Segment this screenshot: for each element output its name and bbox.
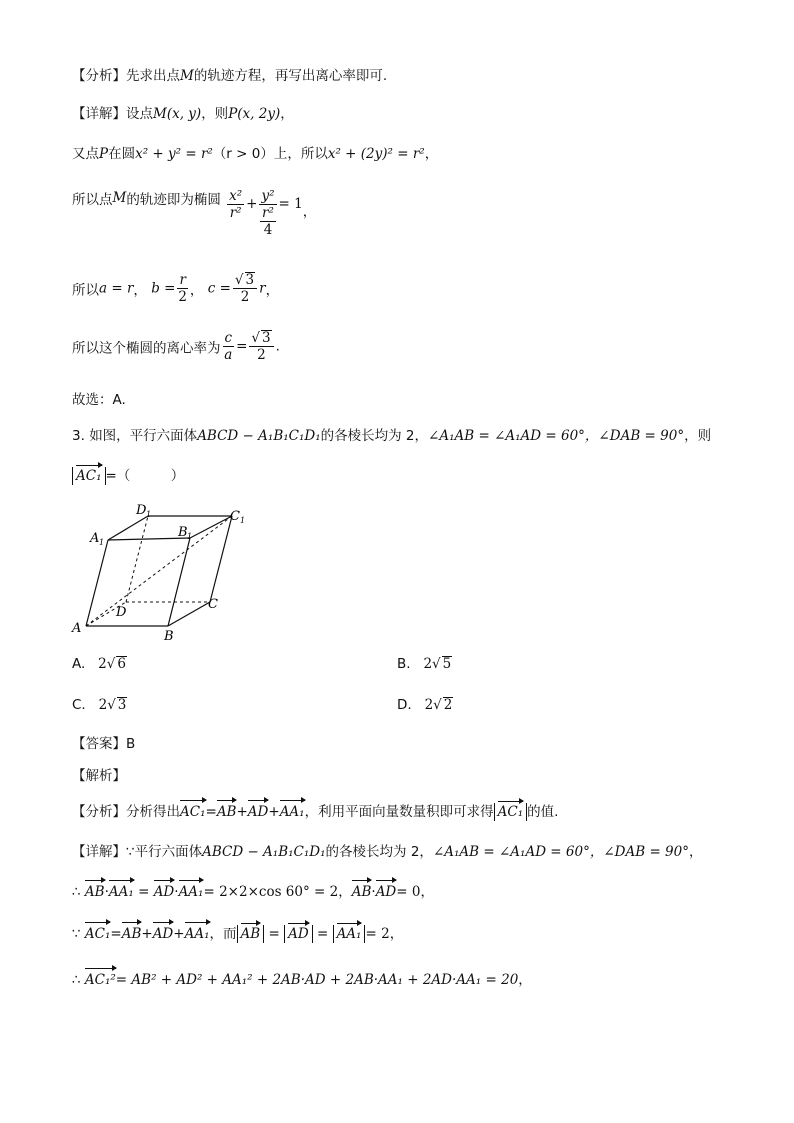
sqrt-radicand: 3 — [261, 330, 271, 346]
math-solid: ABCD − A₁B₁C₁D₁ — [197, 428, 321, 444]
analysis-line-2 — [72, 802, 558, 822]
label-C1: C — [230, 509, 240, 524]
text: ， — [189, 282, 204, 299]
abs-AD — [284, 925, 313, 943]
detail-line-2 — [72, 144, 438, 164]
math-plus: + — [246, 196, 258, 212]
frac-num: r — [179, 272, 186, 288]
vector-AC1: AC₁ — [76, 468, 102, 484]
option-label: D. — [397, 697, 412, 713]
math-sub-eq: x² + (2y)² = r² — [327, 146, 425, 162]
vector-AA1: AA₁ — [279, 804, 305, 820]
detail-line-1 — [72, 104, 294, 124]
text: 上，所以 — [273, 146, 328, 162]
vector-AD: AD — [247, 804, 269, 820]
math-solid: ABCD − A₁B₁C₁D₁ — [202, 844, 326, 860]
frac-den: 2 — [178, 289, 187, 305]
vector-AD: AD — [153, 884, 175, 900]
therefore-symbol: ∴ — [72, 972, 81, 988]
vector-AA1: AA₁ — [184, 926, 210, 942]
vector-AA1: AA₁ — [108, 884, 134, 900]
math-plus: + — [236, 804, 248, 820]
option-radicand: 6 — [117, 656, 126, 672]
edge-B1C1 — [190, 516, 232, 538]
vector-AB: AB — [351, 884, 372, 900]
frac-den-nested — [259, 205, 276, 238]
vector-AD: AD — [288, 926, 309, 942]
math-M: M — [153, 106, 167, 122]
edge-AA1 — [86, 540, 108, 626]
math-c-lhs: c = — [207, 280, 231, 297]
option-B[interactable]: B. 2√ 5 — [397, 656, 452, 672]
text: ， — [420, 884, 434, 900]
math-plus: + — [173, 926, 185, 942]
option-label: B. — [397, 656, 411, 672]
option-radicand: 5 — [442, 656, 452, 672]
vector-AD: AD — [375, 884, 397, 900]
math-M: M — [180, 68, 194, 84]
option-A[interactable]: A. 2√ 6 — [72, 656, 126, 672]
vector-AC1: AC₁ — [497, 804, 524, 820]
text: 先求出点 — [126, 68, 180, 84]
question-3-tail — [72, 466, 184, 486]
text: ， — [518, 972, 532, 988]
because-symbol: ∵ — [126, 844, 135, 860]
text: 所以点 — [72, 192, 113, 208]
math-angles: ∠A₁AB = ∠A₁AD = 60°，∠DAB = 90° — [432, 844, 689, 860]
option-radicand: 2 — [443, 697, 453, 713]
math-eq-1: = 1 — [278, 196, 303, 212]
label-B: B — [164, 629, 174, 644]
text: ，利用平面向量数量积即可求得 — [304, 804, 494, 820]
math-a-eq: a = r — [99, 280, 134, 297]
answer-value: B — [126, 736, 136, 752]
question-number: 3. — [72, 428, 85, 444]
edge-A1D1 — [108, 516, 148, 540]
math-cond: （r > 0） — [212, 146, 274, 162]
vector-AB: AB — [216, 804, 237, 820]
detail-line-5 — [72, 330, 280, 363]
text: 分析得出 — [126, 804, 180, 820]
answer-line — [72, 734, 135, 754]
option-C[interactable]: C. 2√ 3 — [72, 697, 127, 713]
vector-AD: AD — [152, 926, 174, 942]
vector-AB: AB — [240, 926, 261, 942]
text: ，而 — [209, 926, 237, 942]
frac-den: a — [224, 347, 233, 363]
edge-BB1 — [168, 538, 190, 626]
edge-CC1 — [210, 516, 232, 602]
parallelepiped-figure — [70, 500, 260, 645]
analysis-heading: 【解析】 — [72, 768, 126, 784]
option-label: C. — [72, 697, 86, 713]
math-circle-eq: x² + y² = r² — [135, 146, 213, 162]
frac-den: 2 — [240, 289, 250, 305]
text: 如图，平行六面体 — [89, 428, 198, 444]
math-M: M — [112, 190, 127, 206]
vector-AC1-squared: AC₁² — [84, 972, 116, 988]
text: 的各棱长均为 2， — [325, 844, 433, 860]
vector-AB: AB — [84, 884, 105, 900]
math-eq-value: = 2×2×cos 60° = 2 — [203, 884, 339, 900]
text: ， — [338, 884, 352, 900]
option-coef: 2 — [424, 697, 434, 713]
vector-AB: AB — [121, 926, 142, 942]
vector-AC1: AC₁ — [84, 926, 111, 942]
detail-line-4 — [72, 272, 279, 305]
text: ，则 — [201, 106, 229, 122]
detail-line-7: ∴ AB·AA₁ = AD·AA₁= 2×2×cos 60° = 2，AB·AD= 0， — [72, 884, 434, 900]
tag-detail: 【详解】 — [72, 844, 126, 860]
edge-DD1-hidden — [126, 516, 148, 602]
text: ， — [280, 106, 294, 122]
math-eq-2: = 2 — [365, 926, 390, 942]
text: . — [275, 338, 280, 355]
option-radicand: 3 — [117, 697, 127, 713]
text: 的轨迹方程，再写出离心率即可. — [193, 68, 388, 84]
text: ， — [133, 282, 147, 299]
label-B1: B — [178, 525, 188, 540]
text: 平行六面体 — [134, 844, 203, 860]
edge-BC — [168, 602, 210, 626]
text: ， — [688, 844, 703, 860]
analysis-line-1 — [72, 66, 387, 86]
option-D[interactable]: D. 2√ 2 — [397, 697, 453, 713]
fraction-r-2 — [177, 272, 187, 305]
question-3 — [72, 426, 711, 446]
detail-line-9 — [72, 970, 532, 990]
abs-AA1 — [333, 925, 366, 943]
vector-AC1: AC₁ — [180, 804, 206, 820]
abs-vector-AC1 — [72, 467, 106, 485]
math-dot: · — [371, 884, 376, 900]
therefore-symbol: ∴ — [72, 884, 81, 900]
text: 设点 — [126, 106, 153, 122]
math-eq: = — [236, 338, 248, 355]
math-P: P — [99, 146, 109, 162]
math-eq: = — [110, 926, 122, 942]
label-D: D — [116, 605, 127, 620]
sqrt-radicand: 3 — [245, 272, 255, 288]
math-coord-M: (x, y) — [166, 106, 202, 122]
detail-line-3 — [72, 188, 316, 238]
abs-vector-AC1 — [494, 803, 528, 821]
abs-AB — [237, 925, 265, 943]
text: 的轨迹即为椭圆 — [126, 192, 221, 208]
nested-den: 4 — [263, 222, 273, 238]
math-r: r — [259, 280, 266, 297]
option-label: A. — [72, 656, 86, 672]
frac-num: y² — [261, 188, 275, 204]
text: 的各棱长均为 2， — [320, 428, 429, 444]
answer-blank: =（ ） — [105, 468, 185, 484]
label-A: A — [72, 621, 82, 636]
choose-line: 故选：A. — [72, 392, 126, 408]
math-plus: + — [141, 926, 153, 942]
math-b-lhs: b = — [151, 280, 176, 297]
math-dot: · — [104, 884, 109, 900]
math-expansion: = AB² + AD² + AA₁² + 2AB·AD + 2AB·AA₁ + 2AD·AA₁ = 20 — [115, 972, 519, 988]
option-coef: 2 — [423, 656, 433, 672]
vector-AA1: AA₁ — [336, 926, 362, 942]
text: 所以 — [72, 282, 99, 299]
label-D1-sub: 1 — [146, 510, 152, 519]
text: ， — [389, 926, 404, 942]
text: 的值. — [527, 804, 559, 820]
tag-detail: 【详解】 — [72, 106, 126, 122]
label-C: C — [208, 597, 218, 612]
fraction-c-a — [223, 330, 235, 363]
math-plus: + — [268, 804, 280, 820]
math-eq: = — [205, 804, 217, 820]
tag-analysis: 【分析】 — [72, 68, 126, 84]
fraction-sqrt3-2: $\frac{√ 3}{2}$ — [249, 330, 273, 363]
label-C1-sub: 1 — [240, 516, 246, 525]
option-coef: 2 — [98, 697, 108, 713]
text: ， — [302, 204, 317, 220]
text: ，则 — [684, 428, 712, 444]
label-B1-sub: 1 — [187, 532, 193, 541]
fraction-y2 — [259, 188, 276, 238]
text: ， — [265, 282, 280, 299]
detail-line-6 — [72, 842, 702, 862]
text: 所以这个椭圆的离心率为 — [72, 340, 221, 357]
frac-num: c — [224, 330, 233, 346]
frac-den: r² — [229, 205, 242, 221]
nested-num: r² — [262, 205, 274, 221]
fraction-sqrt3-2: $\frac{√ 3}{2}$ — [233, 272, 257, 305]
label-D1: D — [136, 503, 147, 518]
math-angles: ∠A₁AB = ∠A₁AD = 60°，∠DAB = 90° — [428, 428, 685, 444]
because-symbol: ∵ — [72, 926, 81, 942]
text: 又点 — [72, 146, 99, 162]
text: ， — [424, 146, 439, 162]
option-coef: 2 — [98, 656, 107, 672]
vector-AA1: AA₁ — [178, 884, 204, 900]
frac-den: 2 — [257, 347, 266, 363]
detail-line-8: ∵ AC₁=AB+AD+AA₁，而 AB = AD = AA₁ = 2， — [72, 926, 404, 942]
math-coord-P: (x, 2y) — [237, 106, 281, 122]
math-eq-zero: = 0 — [396, 884, 421, 900]
tag-analysis: 【分析】 — [72, 804, 126, 820]
tag-answer: 【答案】 — [72, 736, 126, 752]
label-A1-sub: 1 — [99, 538, 105, 547]
text: 在圆 — [108, 146, 136, 162]
frac-num: x² — [229, 188, 243, 204]
math-dot: · — [174, 884, 179, 900]
math-P: P — [228, 106, 238, 122]
fraction-x2-r2 — [227, 188, 244, 221]
label-A1: A — [90, 531, 100, 546]
